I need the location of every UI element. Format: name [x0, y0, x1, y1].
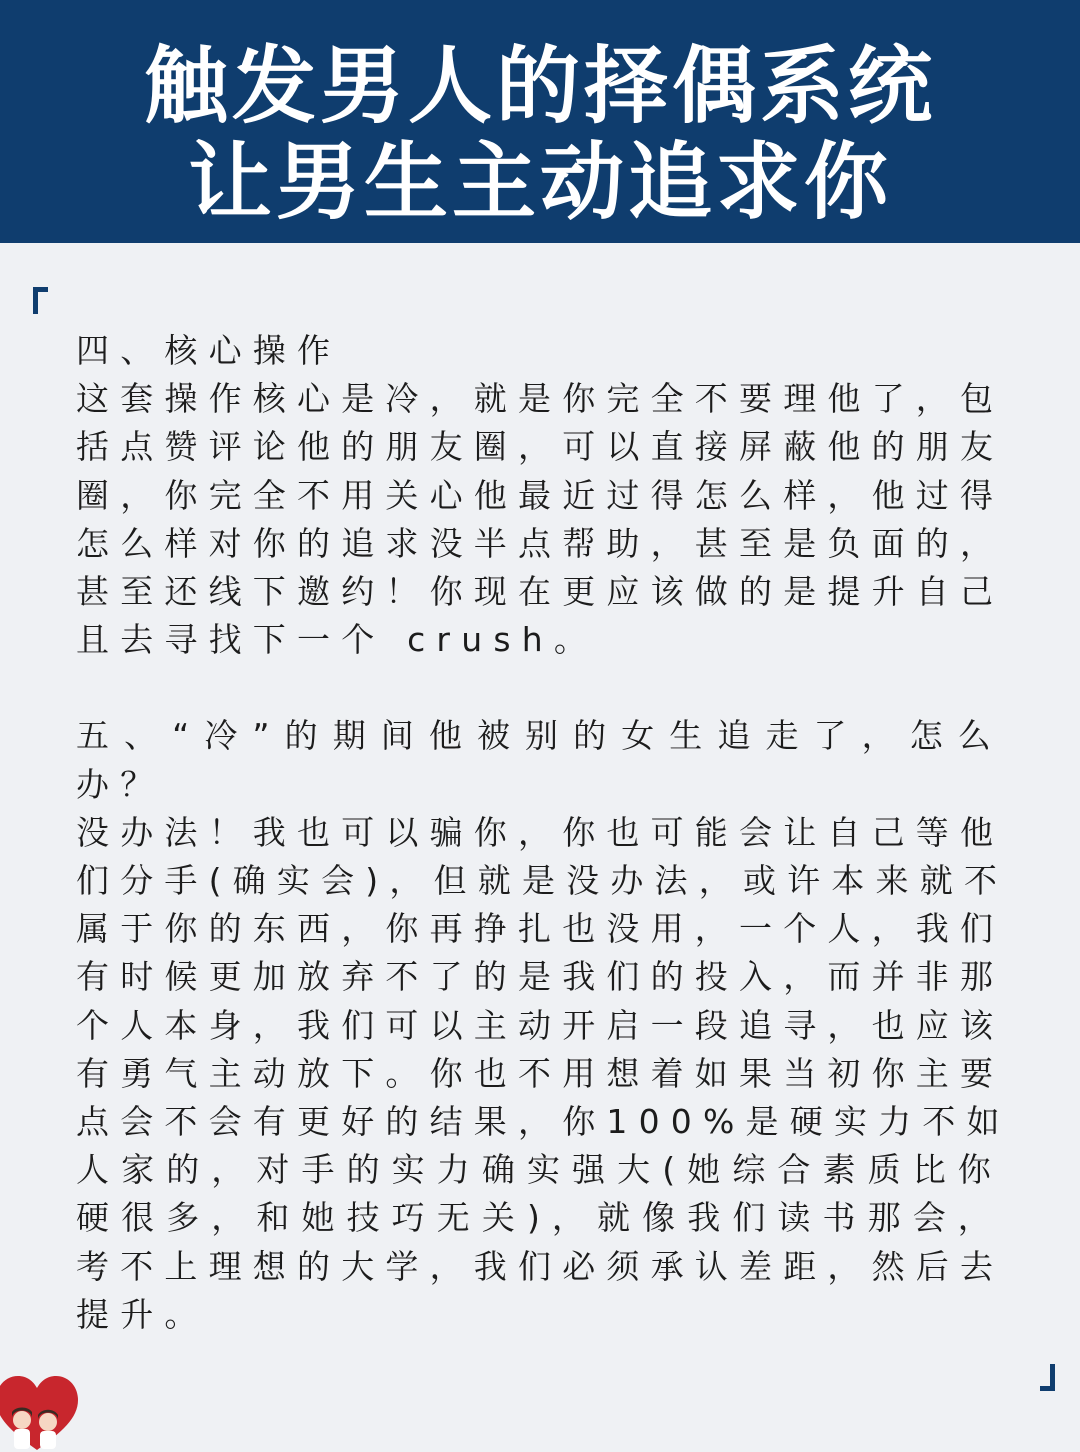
section-heading: 四、核心操作 — [76, 331, 342, 370]
text-line: 有时候更加放弃不了的是我们的投入，而并非那 — [76, 957, 1005, 997]
text-line: 属于你的东西，你再挣扎也没用，一个人，我们 — [76, 909, 1005, 949]
close-corner-bracket-icon — [1040, 1364, 1055, 1391]
heart-couple-sticker-icon — [0, 1372, 82, 1452]
text-line: 提升。 — [76, 1294, 209, 1334]
title-banner — [0, 0, 1080, 243]
text-line: 考不上理想的大学，我们必须承认差距，然后去 — [76, 1246, 1005, 1286]
text-line: 点会不会有更好的结果，你100%是硬实力不如 — [76, 1102, 1011, 1142]
section-core-operation — [76, 327, 1005, 664]
text-line: 有勇气主动放下。你也不用想着如果当初你主要 — [76, 1053, 1005, 1093]
text-line: 人家的，对手的实力确实强大(她综合素质比你 — [76, 1150, 1002, 1190]
article-body — [76, 327, 1011, 1339]
text-line: 怎么样对你的追求没半点帮助，甚至是负面的， — [76, 523, 1005, 563]
text-line: 硬很多，和她技巧无关)，就像我们读书那会， — [76, 1198, 1002, 1238]
open-corner-bracket-icon — [33, 287, 48, 314]
section-heading: 办？ — [76, 764, 165, 804]
title-line-2: 让男生主动追求你 — [187, 133, 892, 231]
text-line: 圈，你完全不用关心他最近过得怎么样，他过得 — [76, 475, 1005, 515]
text-line: 没办法！我也可以骗你，你也可能会让自己等他 — [76, 812, 1005, 852]
text-line: 个人本身，我们可以主动开启一段追寻，也应该 — [76, 1005, 1005, 1045]
text-line: 们分手(确实会)，但就是没办法，或许本来就不 — [76, 861, 1009, 901]
text-line: 这套操作核心是冷，就是你完全不要理他了，包 — [76, 379, 1005, 419]
text-line: 括点赞评论他的朋友圈，可以直接屏蔽他的朋友 — [76, 427, 1005, 467]
text-line: 甚至还线下邀约！你现在更应该做的是提升自己 — [76, 572, 1005, 612]
text-line: 且去寻找下一个 crush。 — [76, 620, 599, 660]
section-what-if — [76, 712, 1011, 1339]
title-line-1: 触发男人的择偶系统 — [143, 37, 936, 135]
section-heading: 五、“冷”的期间他被别的女生追走了，怎么 — [76, 716, 1002, 756]
